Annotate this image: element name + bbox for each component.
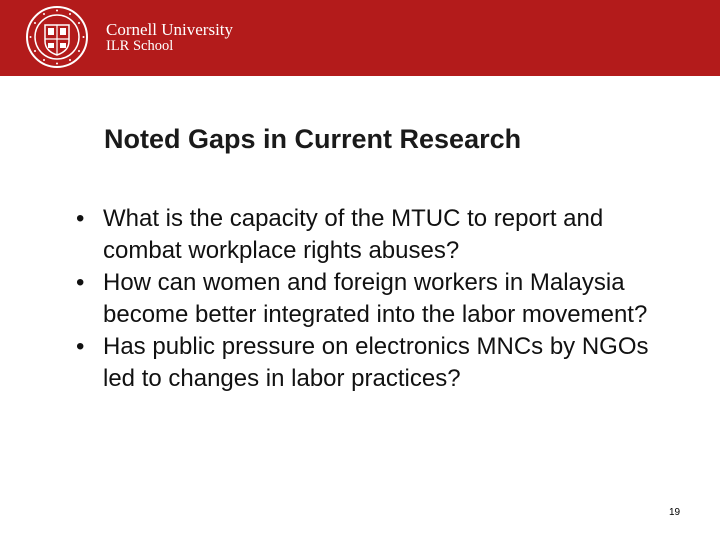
logo-text	[106, 21, 233, 55]
header-bar	[0, 0, 720, 76]
logo-university-name: Cornell University	[106, 20, 234, 39]
bullet-item	[76, 203, 676, 267]
bullet-text: How can women and foreign workers in Malaysia become better integrated into the labor movement?	[103, 269, 648, 328]
bullet-item	[76, 267, 676, 331]
cornell-seal-icon	[25, 5, 89, 69]
bullet-item	[76, 331, 676, 395]
bullet-list	[76, 203, 676, 395]
slide-title: Noted Gaps in Current Research	[104, 124, 522, 154]
bullet-text: What is the capacity of the MTUC to report and combat workplace rights abuses?	[103, 205, 604, 264]
bullet-dot: •	[76, 333, 85, 360]
page-number: 19	[669, 507, 681, 518]
bullet-dot: •	[76, 205, 85, 232]
bullet-dot: •	[76, 269, 85, 296]
logo-school-name: ILR School	[106, 38, 174, 54]
bullet-text: Has public pressure on electronics MNCs by NGOs led to changes in labor practices?	[103, 333, 649, 392]
